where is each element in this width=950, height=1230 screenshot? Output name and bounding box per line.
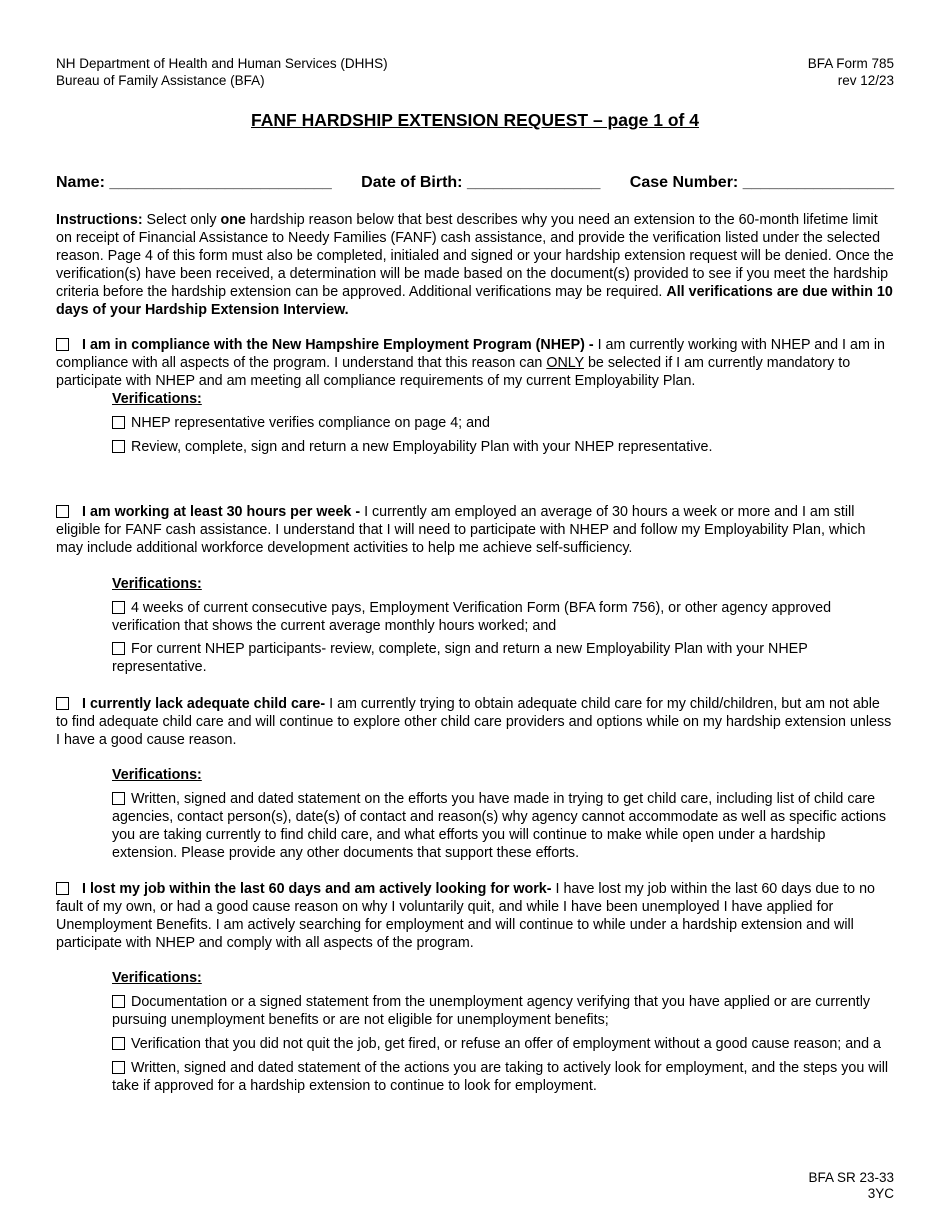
agency-header (56, 55, 388, 89)
reason-working-30-hours (56, 503, 894, 676)
verification-checkbox[interactable] (112, 1037, 125, 1050)
instructions-text-body: hardship reason below that best describes why you need an extension to the 60-month lifetime limit on receipt of Financial Assistance to Needy Families (FANF) cash assistance, and provide the verification listed under the selected reason. Page 4 of this form must also be completed, initialed and signed or your hardship extension request will be denied. Once the verification(s) have been received, a determination will be made based on the document(s) provided to see if you meet the hardship criteria before the hardship extension can be approved. Additional verifications may be required. (56, 212, 894, 300)
verification-item (112, 599, 894, 635)
instructions-emphasis: one (220, 212, 246, 228)
reason-description: I have lost my job within the last 60 days due to no fault of my own, or had a good cause reason on why I voluntarily quit, and while I have been unemployed I have applied for Unemployment Benefits. I am actively searching for employment and will continue to while under a hardship extension and will participate with NHEP and comply with all aspects of the program. (56, 881, 875, 951)
reason-text (56, 695, 894, 749)
reason-heading: I currently lack adequate child care- (82, 696, 326, 712)
verification-checkbox[interactable] (112, 642, 125, 655)
dob-blank[interactable]: _______________ (466, 174, 601, 191)
instructions-text: Select only (142, 212, 221, 228)
verification-text: Review, complete, sign and return a new Employability Plan with your NHEP representative. (131, 439, 713, 455)
reason-text (56, 503, 894, 557)
verification-checkbox[interactable] (112, 440, 125, 453)
page-footer (808, 1170, 894, 1202)
verification-item (112, 1059, 894, 1095)
reason-checkbox[interactable] (56, 697, 69, 710)
reason-lost-job (56, 880, 894, 1095)
form-number: BFA Form 785 (807, 56, 894, 71)
verifications-heading: Verifications: (112, 576, 202, 592)
verification-text: 4 weeks of current consecutive pays, Employment Verification Form (BFA form 756), or other agency approved verification that shows the current average monthly hours worked; and (112, 600, 832, 634)
reason-text (56, 336, 894, 390)
reason-heading: I am working at least 30 hours per week - (82, 504, 361, 520)
case-number-field[interactable] (630, 173, 894, 193)
footer-sub: 3YC (867, 1186, 894, 1201)
applicant-fields (56, 173, 894, 193)
name-label: Name: (56, 174, 105, 191)
verification-text: Verification that you did not quit the job, get fired, or refuse an offer of employment without a good cause reason; and a (131, 1036, 882, 1052)
verification-item (112, 1035, 894, 1053)
reason-description-end: be selected if I am currently mandatory to participate with NHEP and am meeting all compliance requirements of my current Employability Plan. (56, 355, 851, 389)
instructions-deadline: All verifications are due within 10 days of your Hardship Extension Interview. (56, 284, 893, 318)
verification-text: For current NHEP participants- review, complete, sign and return a new Employability Plan with your NHEP representative. (112, 641, 808, 675)
reason-heading: I am in compliance with the New Hampshire Employment Program (NHEP) - (82, 337, 594, 353)
verification-text: Written, signed and dated statement on the efforts you have made in trying to get child care, including list of child care agencies, contact person(s), date(s) of contact and reason(s) why agency cannot accommodate as well as specific actions you are taking currently to find child care, and what efforts you will continue to make while open under a hardship extension. Please provide any other documents that support these efforts. (112, 791, 887, 861)
instructions (56, 211, 894, 319)
verifications-label: Verifications (112, 576, 198, 592)
verification-checkbox[interactable] (112, 1061, 125, 1074)
verifications-label: Verifications: (112, 970, 202, 986)
reason-heading: I lost my job within the last 60 days and am actively looking for work- (82, 881, 552, 897)
verification-item (112, 438, 894, 456)
case-number-label: Case Number: (629, 174, 739, 191)
name-field[interactable] (56, 173, 332, 193)
form-id-header (808, 55, 894, 89)
verifications-heading: Verifications: (112, 767, 202, 783)
reason-description: I am currently trying to obtain adequate child care for my child/children, but am not able to find adequate child care and will continue to explore other child care providers and options while on my hardship extension unless I have a good cause reason. (56, 696, 892, 748)
footer-code: BFA SR 23-33 (808, 1170, 894, 1185)
verifications-label: Verifications (112, 767, 198, 783)
bureau-name: Bureau of Family Assistance (BFA) (56, 73, 265, 88)
verifications-heading (112, 969, 894, 987)
form-page (56, 0, 894, 1230)
verification-item (112, 414, 894, 432)
agency-name: NH Department of Health and Human Services (DHHS) (56, 56, 388, 71)
reason-only-emphasis: ONLY (546, 355, 584, 371)
verification-text: Documentation or a signed statement from the unemployment agency verifying that you have applied or are currently pursuing unemployment benefits or are not eligible for unemployment benefits; (112, 994, 871, 1028)
reason-checkbox[interactable] (56, 505, 69, 518)
page-title: FANF HARDSHIP EXTENSION REQUEST – page 1 of 4 (251, 110, 699, 130)
name-blank[interactable]: _________________________ (109, 174, 332, 191)
reason-description: I am currently working with NHEP and I am in compliance with all aspects of the program. I understand that this reason can (56, 337, 885, 371)
reason-text (56, 880, 894, 952)
verification-item (112, 993, 894, 1029)
verification-checkbox[interactable] (112, 995, 125, 1008)
verification-checkbox[interactable] (112, 416, 125, 429)
instructions-label: Instructions: (56, 212, 143, 228)
reason-checkbox[interactable] (56, 338, 69, 351)
dob-field[interactable] (361, 173, 600, 193)
verifications-label: Verifications (112, 391, 198, 407)
verifications-heading: Verifications: (112, 391, 202, 407)
reason-lack-child-care (56, 695, 894, 862)
reason-nhep-compliance (56, 336, 894, 456)
reason-description: I currently am employed an average of 30 hours a week or more and I am still eligible for FANF cash assistance. I understand that I will need to participate with NHEP and follow my Employability Plan, which may include additional workforce development activities to help me achieve self-sufficiency. (56, 504, 866, 556)
verification-item (112, 790, 894, 862)
verification-checkbox[interactable] (112, 792, 125, 805)
verification-checkbox[interactable] (112, 601, 125, 614)
form-revision: rev 12/23 (837, 73, 894, 88)
verification-text: Written, signed and dated statement of the actions you are taking to actively look for employment, and the steps you will take if approved for a hardship extension to continue to look for employment. (112, 1060, 889, 1094)
reason-checkbox[interactable] (56, 882, 69, 895)
verification-text: NHEP representative verifies compliance on page 4; and (131, 415, 490, 431)
case-number-blank[interactable]: _________________ (742, 174, 894, 191)
dob-label: Date of Birth: (361, 174, 463, 191)
verification-item (112, 640, 894, 676)
